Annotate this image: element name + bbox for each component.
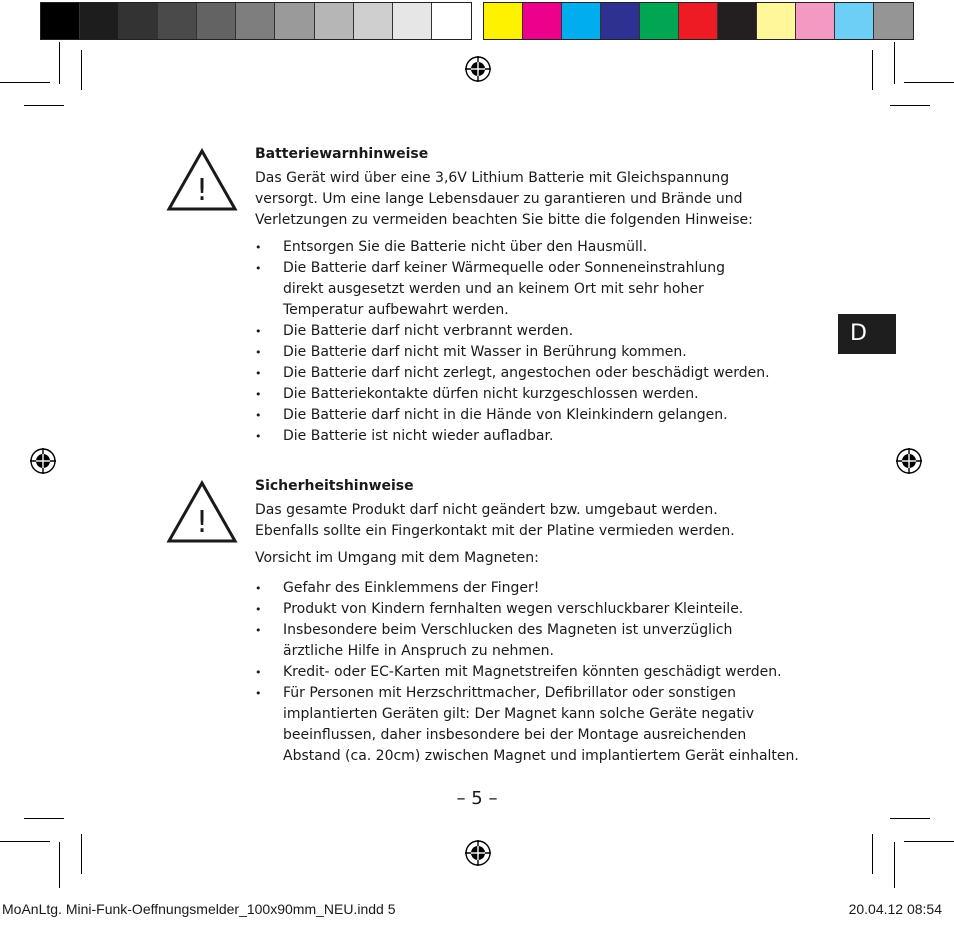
list-item-line: • Produkt von Kindern fernhalten wegen verschluckbarer Kleinteile. bbox=[283, 601, 744, 617]
list-item bbox=[255, 363, 855, 384]
crop-mark bbox=[894, 842, 895, 888]
section-title: Sicherheitshinweise bbox=[255, 478, 414, 494]
list-item-line: Temperatur aufbewahrt werden. bbox=[283, 302, 509, 318]
section-title: Batteriewarnhinweise bbox=[255, 146, 429, 162]
color-swatch bbox=[601, 3, 640, 39]
list-item-line: • Die Batteriekontakte dürfen nicht kurzgeschlossen werden. bbox=[283, 386, 699, 402]
list-item-line: • Die Batterie darf nicht verbrannt werden. bbox=[283, 323, 574, 339]
crop-mark bbox=[59, 42, 60, 84]
list-item-line: direkt ausgesetzt werden und an keinem Ort mit sehr hoher bbox=[283, 281, 704, 297]
footer-timestamp: 20.04.12 08:54 bbox=[848, 901, 942, 917]
list-item-line: • Insbesondere beim Verschlucken des Magneten ist unverzüglich bbox=[283, 622, 733, 638]
svg-text:!: ! bbox=[195, 173, 209, 208]
svg-text:!: ! bbox=[195, 505, 209, 540]
gray-swatch bbox=[158, 3, 197, 39]
list-item bbox=[255, 426, 855, 447]
registration-mark-icon bbox=[465, 56, 491, 82]
list-item bbox=[255, 578, 855, 599]
crop-mark bbox=[904, 82, 954, 83]
list-item bbox=[255, 384, 855, 405]
list-item-line: implantierten Geräten gilt: Der Magnet kann solche Geräte negativ bbox=[283, 706, 755, 722]
footer-filename: MoAnLtg. Mini-Funk-Oeffnungsmelder_100x90mm_NEU.indd 5 bbox=[2, 901, 396, 917]
list-item bbox=[255, 599, 855, 620]
color-swatch bbox=[523, 3, 562, 39]
safety-warning-list bbox=[255, 578, 855, 767]
color-swatch bbox=[640, 3, 679, 39]
page-number: – 5 – bbox=[456, 788, 498, 809]
intro-line: versorgt. Um eine lange Lebensdauer zu garantieren und Brände und bbox=[255, 191, 743, 207]
registration-mark-icon bbox=[30, 448, 56, 474]
list-item bbox=[255, 258, 855, 321]
crop-mark bbox=[59, 842, 60, 888]
crop-mark bbox=[0, 82, 50, 83]
gray-swatch bbox=[119, 3, 158, 39]
gray-swatch bbox=[432, 3, 471, 39]
list-item bbox=[255, 683, 855, 767]
crop-mark bbox=[24, 818, 64, 819]
intro-line: Verletzungen zu vermeiden beachten Sie bitte die folgenden Hinweise: bbox=[255, 212, 753, 228]
registration-mark-icon bbox=[896, 448, 922, 474]
list-item-line: • Entsorgen Sie die Batterie nicht über den Hausmüll. bbox=[283, 239, 648, 255]
grayscale-color-bar bbox=[40, 2, 472, 40]
gray-swatch bbox=[275, 3, 314, 39]
intro-line: Das gesamte Produkt darf nicht geändert bzw. umgebaut werden. bbox=[255, 502, 718, 518]
color-swatch bbox=[484, 3, 523, 39]
crop-mark bbox=[890, 818, 930, 819]
color-swatch bbox=[679, 3, 718, 39]
list-item bbox=[255, 662, 855, 683]
list-item-line: beeinflussen, daher insbesondere bei der Montage ausreichenden bbox=[283, 727, 747, 743]
gray-swatch bbox=[236, 3, 275, 39]
language-tab: D bbox=[838, 314, 896, 354]
intro-line: Das Gerät wird über eine 3,6V Lithium Batterie mit Gleichspannung bbox=[255, 170, 730, 186]
list-item bbox=[255, 237, 855, 258]
list-item-line: • Die Batterie darf nicht in die Hände von Kleinkindern gelangen. bbox=[283, 407, 728, 423]
gray-swatch bbox=[80, 3, 119, 39]
color-swatch bbox=[562, 3, 601, 39]
crop-mark bbox=[904, 841, 954, 842]
color-swatch bbox=[757, 3, 796, 39]
gray-swatch bbox=[354, 3, 393, 39]
list-item bbox=[255, 620, 855, 662]
list-item-line: • Kredit- oder EC-Karten mit Magnetstreifen könnten geschädigt werden. bbox=[283, 664, 782, 680]
intro-line: Ebenfalls sollte ein Fingerkontakt mit der Platine vermieden werden. bbox=[255, 523, 735, 539]
crop-mark bbox=[81, 834, 82, 874]
color-swatch bbox=[718, 3, 757, 39]
process-color-bar bbox=[483, 2, 914, 40]
section-note: Vorsicht im Umgang mit dem Magneten: bbox=[255, 550, 539, 566]
crop-mark bbox=[894, 42, 895, 84]
gray-swatch bbox=[197, 3, 236, 39]
gray-swatch bbox=[315, 3, 354, 39]
list-item bbox=[255, 342, 855, 363]
color-swatch bbox=[796, 3, 835, 39]
color-swatch bbox=[874, 3, 913, 39]
list-item-line: ärztliche Hilfe in Anspruch zu nehmen. bbox=[283, 643, 554, 659]
crop-mark bbox=[24, 105, 64, 106]
list-item-line: • Die Batterie darf keiner Wärmequelle oder Sonneneinstrahlung bbox=[283, 260, 725, 276]
section-intro bbox=[255, 500, 855, 542]
gray-swatch bbox=[41, 3, 80, 39]
crop-mark bbox=[872, 50, 873, 90]
list-item-line: • Die Batterie darf nicht mit Wasser in Berührung kommen. bbox=[283, 344, 687, 360]
list-item-line: • Gefahr des Einklemmens der Finger! bbox=[283, 580, 540, 596]
gray-swatch bbox=[393, 3, 432, 39]
crop-mark bbox=[872, 834, 873, 874]
section-intro bbox=[255, 168, 855, 231]
crop-mark bbox=[890, 105, 930, 106]
crop-mark bbox=[81, 50, 82, 90]
list-item bbox=[255, 321, 855, 342]
crop-mark bbox=[0, 841, 50, 842]
list-item-line: • Die Batterie ist nicht wieder aufladbar. bbox=[283, 428, 554, 444]
list-item-line: • Für Personen mit Herzschrittmacher, Defibrillator oder sonstigen bbox=[283, 685, 737, 701]
warning-triangle-icon bbox=[166, 480, 238, 544]
warning-triangle-icon bbox=[166, 148, 238, 212]
list-item bbox=[255, 405, 855, 426]
list-item-line: Abstand (ca. 20cm) zwischen Magnet und implantiertem Gerät einhalten. bbox=[283, 748, 799, 764]
registration-mark-icon bbox=[465, 840, 491, 866]
color-swatch bbox=[835, 3, 874, 39]
battery-warning-list bbox=[255, 237, 855, 447]
list-item-line: • Die Batterie darf nicht zerlegt, angestochen oder beschädigt werden. bbox=[283, 365, 770, 381]
